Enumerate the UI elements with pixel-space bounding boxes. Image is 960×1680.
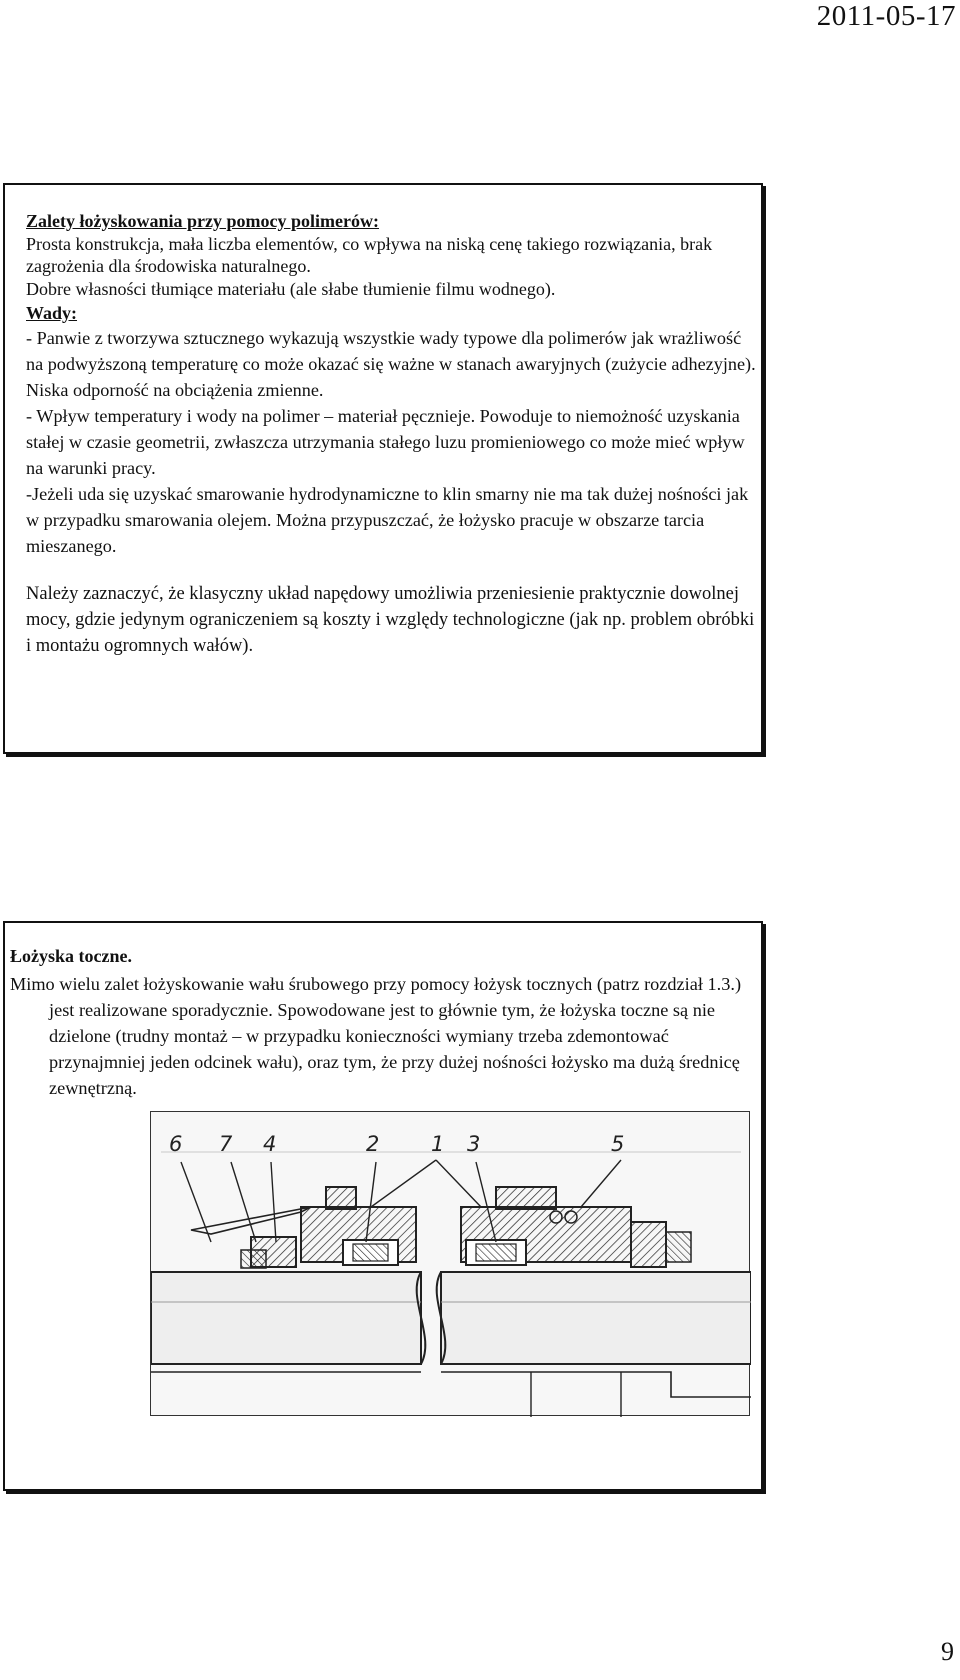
defect-item: -Jeżeli uda się uzyskać smarowanie hydrodynamiczne to klin smarny nie ma tak dużej nośności jak w przypadku smarowania olejem. Można przypuszczać, że łożysko pracuje w obszarze tarcia mieszanego.	[26, 483, 749, 556]
defects-heading: Wady:	[26, 303, 78, 323]
drawing-label-3: 3	[467, 1132, 481, 1156]
note-paragraph: Należy zaznaczyć, że klasyczny układ napędowy umożliwia przeniesienie praktycznie dowolnej mocy, gdzie jedynym ograniczeniem są koszty i względy technologiczne (jak np. problem obróbki i montażu ogromnych wałów).	[26, 583, 755, 656]
page-number: 9	[941, 1637, 954, 1666]
defect-item: - Wpływ temperatury i wody na polimer – materiał pęcznieje. Powoduje to niemożność uzyskania stałej w czasie geometrii, zwłaszcza utrzymania stałego luzu promieniowego co może mieć wpływ na warunki pracy.	[26, 405, 745, 478]
advantage-item: Prosta konstrukcja, mała liczba elementów, co wpływa na niską cenę takiego rozwiązania, brak zagrożenia dla środowiska naturalnego.	[26, 233, 713, 276]
drawing-label-2: 2	[366, 1132, 380, 1156]
drawing-label-4: 4	[263, 1132, 277, 1156]
drawing-label-7: 7	[219, 1132, 233, 1156]
drawing-label-1: 1	[431, 1132, 445, 1156]
slide-polymer-bearings	[3, 183, 763, 754]
bearing-technical-drawing	[150, 1111, 750, 1416]
header-date: 2011-05-17	[816, 0, 956, 32]
drawing-label-6: 6	[169, 1132, 183, 1156]
drawing-graphic	[151, 1112, 751, 1417]
body-paragraph: Mimo wielu zalet łożyskowanie wału śrubowego przy pomocy łożysk tocznych (patrz rozdział 1.3.) jest realizowane sporadycznie. Spowodowane jest to głównie tym, że łożyska toczne są nie dzielone (trudny montaż – w przypadku konieczności wymiany trzeba zdemontować przynajmniej jeden odcinek wału), oraz tym, że przy dużej nośności łożysko ma dużą średnicę zewnętrzną.	[10, 974, 742, 1098]
slide-text	[26, 210, 756, 659]
drawing-label-5: 5	[611, 1132, 625, 1156]
defect-item: - Panwie z tworzywa sztucznego wykazują wszystkie wady typowe dla polimerów jak wrażliwość na podwyższoną temperaturę co może okazać się ważne w stanach awaryjnych (zużycie adhezyjne). Niska odporność na obciążenia zmienne.	[26, 327, 756, 400]
slide-heading: Łożyska toczne.	[10, 946, 132, 966]
slide-heading: Zalety łożyskowania przy pomocy polimerów:	[26, 211, 379, 231]
advantage-item: Dobre własności tłumiące materiału (ale słabe tłumienie filmu wodnego).	[26, 278, 556, 299]
slide-text	[10, 943, 750, 1101]
